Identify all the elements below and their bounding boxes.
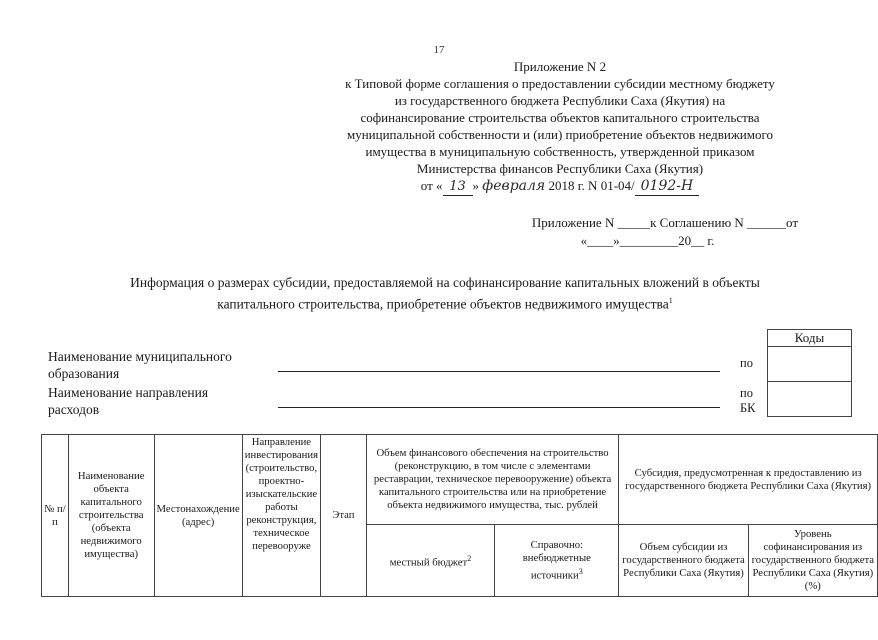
codes-table (767, 329, 852, 417)
sub-header-local-budget-text: местный бюджет (389, 556, 468, 569)
group-header-subsidy: Субсидия, предусмотренная к предоставлению из государственного бюджета Республики Саха (Якутия) (619, 435, 878, 525)
sub-header-cofinancing-level: Уровень софинансирования из государственного бюджета Республики Саха (Якутия) (%) (748, 525, 877, 597)
direction-label-line-2: расходов (48, 402, 100, 417)
date-close: » (472, 178, 480, 193)
handwritten-day: 13 (443, 178, 473, 196)
direction-label (48, 384, 208, 418)
title-footnote: 1 (668, 296, 673, 305)
col-header-number: № п/ п (42, 435, 69, 597)
footnote-2: 2 (467, 553, 472, 563)
appendix-line-3: софинансирование строительства объектов капитального строительства (360, 110, 760, 125)
title-line-2-wrap (80, 292, 810, 314)
title-line-1: Информация о размерах субсидии, предоставляемой на софинансирование капитальных вложений в объекты (130, 275, 760, 290)
municipality-label (48, 348, 232, 382)
handwritten-month: февраля (482, 178, 546, 194)
code-bk-cell[interactable] (768, 382, 852, 417)
agreement-appendix (470, 214, 860, 250)
col-header-direction: Направление инвестирования (строительство, проектно-изыскательские работы реконструкция, техническое перевооруже (242, 435, 320, 597)
agreement-line-2: «____»_________20__ г. (580, 233, 715, 248)
handwritten-order-number: 0192-Н (635, 178, 700, 196)
po-bk-label (740, 386, 756, 416)
appendix-line-2: из государственного бюджета Республики Саха (Якутия) на (394, 93, 726, 108)
appendix-date-line (300, 177, 820, 196)
appendix-line-4: муниципальной собственности и (или) приобретение объектов недвижимого (346, 127, 773, 142)
col-header-location: Местонахождение (адрес) (154, 435, 242, 597)
document-title (80, 274, 810, 314)
footnote-3: 3 (578, 566, 583, 576)
col-header-stage: Этап (321, 435, 367, 597)
po-label: по (740, 356, 753, 370)
sub-header-extrabudgetary-text: Справочно: внебюджетные источники (522, 538, 591, 582)
appendix-header (300, 58, 820, 196)
appendix-line-1: к Типовой форме соглашения о предоставлении субсидии местному бюджету (345, 76, 775, 91)
direction-label-line-1: Наименование направления (48, 385, 209, 400)
col-header-object-name: Наименование объекта капитального строительства (объекта недвижимого имущества) (68, 435, 154, 597)
municipality-label-line-1: Наименование муниципального (48, 349, 232, 364)
appendix-line-5: имущества в муниципальную собственность, утвержденной приказом (365, 144, 755, 159)
agreement-line-1: Приложение N _____к Соглашению N ______от (531, 215, 799, 230)
group-header-financing-volume: Объем финансового обеспечения на строительство (реконструкцию, в том числе с элементами реставрации, техническое перевооружение) объекта капитального строительства или на приобретение объекта недвижимого имущества, тыс. рублей (366, 435, 619, 525)
page-number: 17 (433, 44, 445, 56)
direction-field-line[interactable] (278, 407, 720, 408)
po-bk-line-1: по (740, 386, 753, 400)
po-bk-line-2: БК (740, 401, 756, 415)
appendix-line-6: Министерства финансов Республики Саха (Якутия) (416, 161, 704, 176)
appendix-title: Приложение N 2 (513, 59, 607, 74)
municipality-field-line[interactable] (278, 371, 720, 372)
sub-header-extrabudgetary (495, 525, 619, 597)
date-prefix: от « (420, 178, 443, 193)
municipality-label-line-2: образования (48, 366, 120, 381)
title-line-2: капитального строительства, приобретение объектов недвижимого имущества (217, 296, 669, 312)
sub-header-subsidy-volume: Объем субсидии из государственного бюджета Республики Саха (Якутия) (619, 525, 748, 597)
subsidy-table (41, 434, 878, 597)
year-text: 2018 г. N 01-04/ (548, 178, 635, 193)
codes-header: Коды (768, 330, 852, 347)
code-municipality-cell[interactable] (768, 347, 852, 382)
sub-header-local-budget (366, 525, 495, 597)
